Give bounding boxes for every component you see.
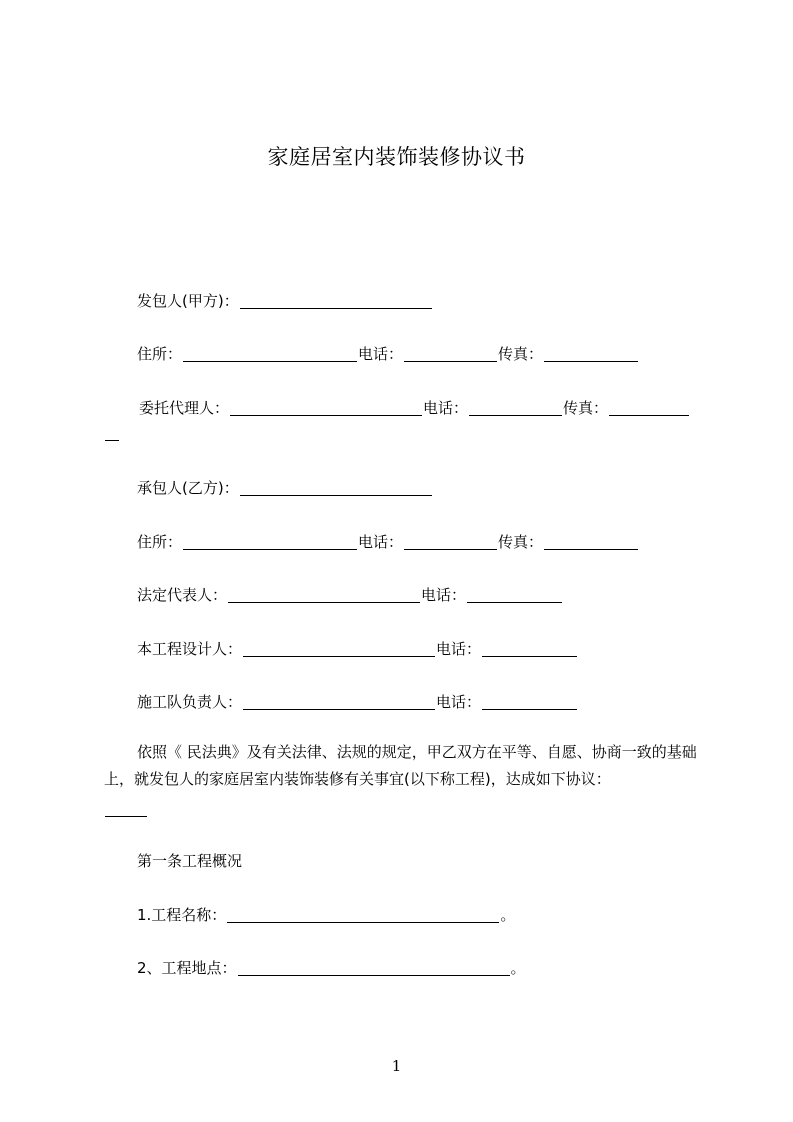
client-address-blank[interactable] [183,345,357,362]
agent-fax-blank-wrap[interactable] [105,424,119,441]
article1-heading [137,851,242,871]
client-fax-blank[interactable] [544,345,638,362]
contractor-fax-label: 传真： [498,533,544,551]
project-name-end: 。 [500,906,516,924]
client-address-label: 住所： [137,345,183,363]
client-phone-label: 电话： [358,345,404,363]
project-name-label: 1.工程名称： [137,906,227,924]
client-address-line [137,344,639,364]
legal-rep-phone-blank[interactable] [467,586,562,603]
team-leader-line [137,692,578,712]
intro-paragraph-text: 依照《 民法典》及有关法律、法规的规定，甲乙双方在平等、自愿、协商一致的基础上，就发包人的家庭居室内装饰装修有关事宜(以下称工程)，达成如下协议： [104,743,697,788]
contractor-phone-blank[interactable] [404,533,497,550]
agent-fax-continuation [104,424,120,443]
agent-fax-blank[interactable] [609,399,689,416]
project-location-label: 2、工程地点： [137,959,237,977]
project-location-line [137,958,526,978]
legal-rep-phone-label: 电话： [421,586,467,604]
designer-phone-blank[interactable] [482,640,577,657]
client-phone-blank[interactable] [404,345,497,362]
client-line [137,291,433,311]
project-name-blank[interactable] [227,906,499,923]
contractor-label: 承包人(乙方)： [137,479,239,497]
contractor-fax-blank[interactable] [544,533,638,550]
project-name-line [137,905,515,925]
intro-trailing-blank[interactable] [105,800,147,817]
intro-trailing-line [104,800,148,819]
agent-phone-blank[interactable] [469,399,562,416]
document-title: 家庭居室内装饰装修协议书 [267,145,526,169]
designer-phone-label: 电话： [436,640,482,658]
client-name-blank[interactable] [240,292,432,309]
contractor-phone-label: 电话： [358,533,404,551]
legal-rep-name-blank[interactable] [228,586,420,603]
team-leader-label: 施工队负责人： [137,693,243,711]
client-fax-label: 传真： [498,345,544,363]
agent-line [139,398,690,418]
contractor-address-line [137,532,639,552]
legal-rep-line [137,585,563,605]
agent-fax-label: 传真： [563,399,609,417]
page-number: 1 [391,1057,402,1075]
designer-label: 本工程设计人： [137,640,243,658]
designer-line [137,639,578,659]
contractor-address-label: 住所： [137,533,183,551]
project-location-end: 。 [510,959,526,977]
team-leader-phone-label: 电话： [436,693,482,711]
team-leader-phone-blank[interactable] [482,693,577,710]
agent-name-blank[interactable] [230,399,422,416]
designer-name-blank[interactable] [243,640,435,657]
intro-paragraph [104,739,716,793]
legal-rep-label: 法定代表人： [137,586,228,604]
team-leader-name-blank[interactable] [243,693,435,710]
contractor-line [137,478,433,498]
client-label: 发包人(甲方)： [137,292,239,310]
contractor-address-blank[interactable] [183,533,357,550]
contractor-name-blank[interactable] [240,479,432,496]
project-location-blank[interactable] [238,959,510,976]
agent-label: 委托代理人： [139,399,230,417]
article1-heading-text: 第一条工程概况 [137,852,243,870]
agent-phone-label: 电话： [423,399,469,417]
